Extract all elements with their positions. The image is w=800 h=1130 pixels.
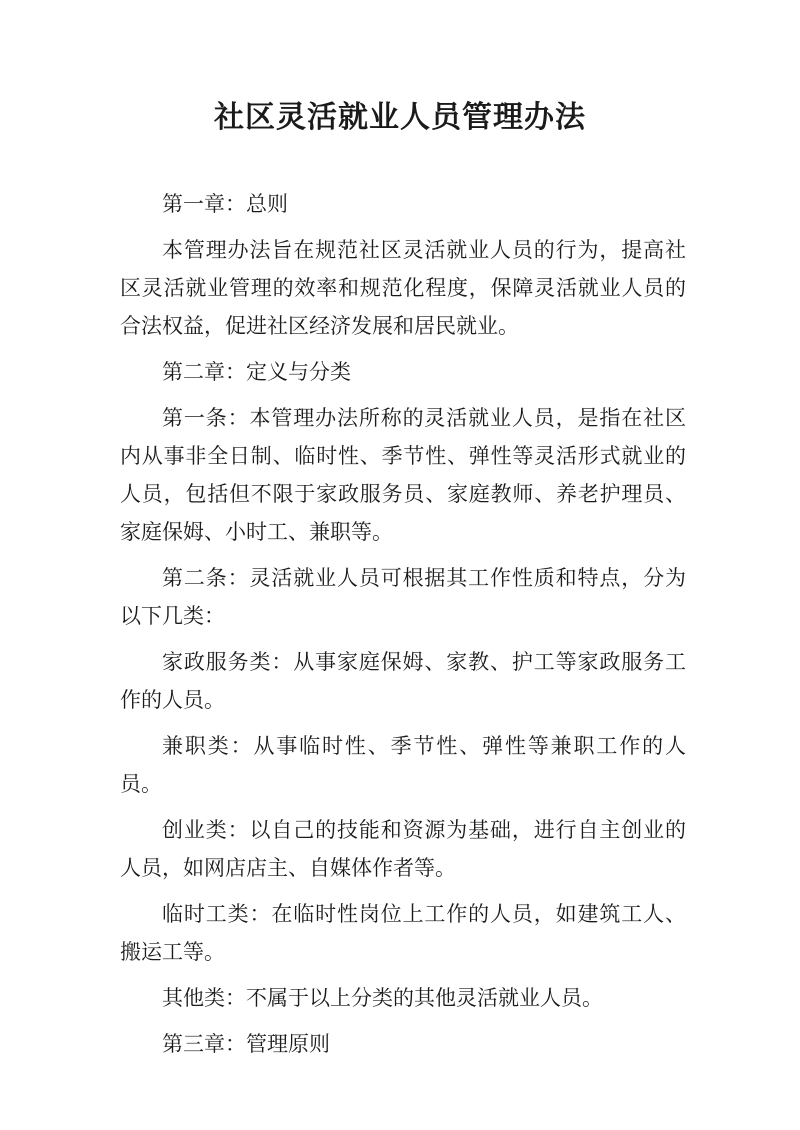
category-housekeeping: 家政服务类：从事家庭保姆、家教、护工等家政服务工作的人员。 bbox=[120, 650, 686, 712]
category-other: 其他类：不属于以上分类的其他灵活就业人员。 bbox=[162, 986, 603, 1010]
chapter-2-heading: 第二章：定义与分类 bbox=[162, 360, 351, 384]
category-part-time: 兼职类：从事临时性、季节性、弹性等兼职工作的人员。 bbox=[120, 734, 686, 796]
document-body bbox=[120, 185, 686, 1071]
article-2-paragraph: 第二条：灵活就业人员可根据其工作性质和特点，分为以下几类： bbox=[120, 566, 686, 628]
document-title: 社区灵活就业人员管理办法 bbox=[214, 100, 586, 135]
chapter-1-heading: 第一章：总则 bbox=[162, 192, 288, 216]
article-1-paragraph: 第一条：本管理办法所称的灵活就业人员，是指在社区内从事非全日制、临时性、季节性、弹性等灵活形式就业的人员，包括但不限于家政服务员、家庭教师、养老护理员、家庭保姆、小时工、兼职等。 bbox=[120, 406, 686, 544]
chapter-1-paragraph: 本管理办法旨在规范社区灵活就业人员的行为，提高社区灵活就业管理的效率和规范化程度，保障灵活就业人员的合法权益，促进社区经济发展和居民就业。 bbox=[120, 238, 686, 338]
chapter-3-heading: 第三章：管理原则 bbox=[162, 1032, 330, 1056]
category-entrepreneur: 创业类：以自己的技能和资源为基础，进行自主创业的人员，如网店店主、自媒体作者等。 bbox=[120, 818, 686, 880]
category-temporary: 临时工类：在临时性岗位上工作的人员，如建筑工人、搬运工等。 bbox=[120, 902, 686, 964]
